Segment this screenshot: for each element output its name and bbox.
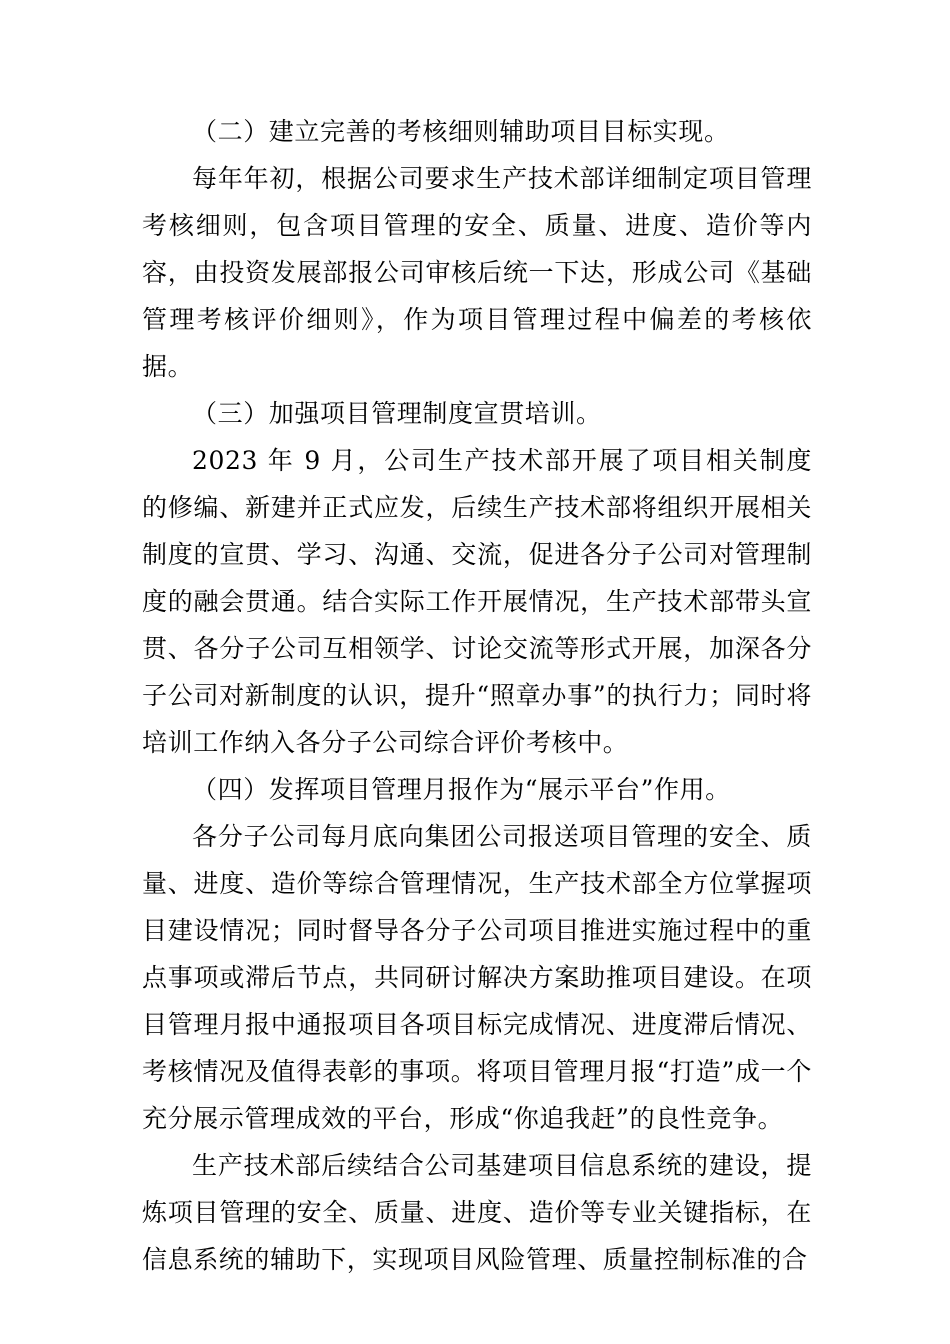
section-heading-four: （四）发挥项目管理月报作为“展示平台”作用。 xyxy=(192,775,731,804)
document-body xyxy=(142,108,812,1283)
paragraph-training: 2023 年 9 月，公司生产技术部开展了项目相关制度的修编、新建并正式应发，后续生产技术部将组织开展相关制度的宣贯、学习、沟通、交流，促进各分子公司对管理制度的融会贯通。结合实际工作开展情况，生产技术部带头宣贯、各分子公司互相领学、讨论交流等形式开展，加深各分子公司对新制度的认识，提升“照章办事”的执行力；同时将培训工作纳入各分子公司综合评价考核中。 xyxy=(142,446,812,757)
paragraph-monthly-report: 各分子公司每月底向集团公司报送项目管理的安全、质量、进度、造价等综合管理情况，生产技术部全方位掌握项目建设情况；同时督导各分子公司项目推进实施过程中的重点事项或滞后节点，共同研讨解决方案助推项目建设。在项目管理月报中通报项目各项目标完成情况、进度滞后情况、考核情况及值得表彰的事项。将项目管理月报“打造”成一个充分展示管理成效的平台，形成“你追我赶”的良性竞争。 xyxy=(142,822,812,1133)
section-heading-three: （三）加强项目管理制度宣贯培训。 xyxy=(192,399,602,428)
section-heading-two: （二）建立完善的考核细则辅助项目目标实现。 xyxy=(192,117,730,146)
paragraph-assessment-rules: 每年年初，根据公司要求生产技术部详细制定项目管理考核细则，包含项目管理的安全、质量、进度、造价等内容，由投资发展部报公司审核后统一下达，形成公司《基础管理考核评价细则》，作为项目管理过程中偏差的考核依据。 xyxy=(142,164,812,381)
paragraph-information-system: 生产技术部后续结合公司基建项目信息系统的建设，提炼项目管理的安全、质量、进度、造价等专业关键指标，在信息系统的辅助下，实现项目风险管理、质量控制标准的合 xyxy=(142,1151,812,1274)
